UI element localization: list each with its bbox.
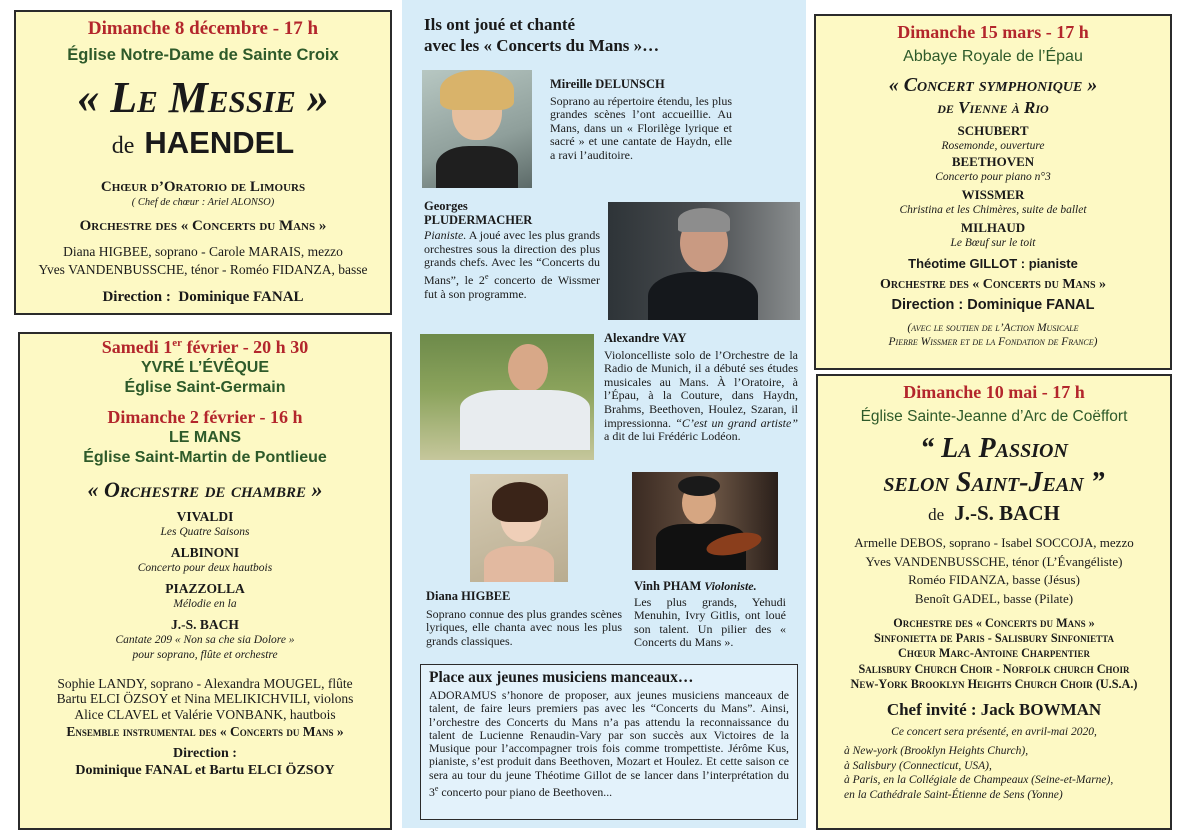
messie-soloists-2: Yves VANDENBUSSCHE, ténor - Roméo FIDANZA, basse (38, 262, 368, 277)
messie-composer: HAENDEL (144, 125, 295, 160)
musician-name-1: Georges (424, 199, 468, 213)
bio-alexandre-vay (604, 332, 798, 444)
messie-de: de (111, 133, 135, 159)
musician-name-2: PLUDERMACHER (424, 212, 533, 227)
musician-text-pre: A joué avec les plus grands orchestres sous la direction des plus grands chefs. Avec les “Concerts du Mans”, le 2 (424, 228, 600, 287)
messie-orchestra (16, 218, 390, 235)
passion-ensembles (818, 616, 1170, 692)
messie-orchestra-text: Orchestre des « Concerts du Mans » (79, 218, 327, 234)
chambre-panel (18, 332, 392, 830)
photo-georges-pludermacher (608, 202, 800, 320)
work-title: Rosemonde, ouverture (941, 139, 1045, 152)
column-heading-1: Ils ont joué et chanté (424, 15, 576, 34)
chambre-venue-1: Église Saint-Germain (124, 379, 286, 396)
soloist-line: Armelle DEBOS, soprano - Isabel SOCCOJA, mezzo (854, 535, 1134, 550)
musician-text (604, 349, 798, 444)
work-composer: SCHUBERT (957, 123, 1029, 138)
tour-line: à New-york (Brooklyn Heights Church), (844, 745, 1029, 758)
symph-works (816, 124, 1170, 250)
work-composer: WISSMER (961, 187, 1025, 202)
tour-line: en la Cathédrale Saint-Étienne de Sens (Yonne) (844, 788, 1063, 801)
musician-name: Diana HIGBEE (426, 589, 511, 603)
work-title: Mélodie en la (173, 597, 237, 610)
ensemble-line: Chœur Marc-Antoine Charpentier (898, 646, 1090, 661)
messie-title: « Le Messie » (77, 73, 329, 122)
ensemble-line: Orchestre des « Concerts du Mans » (893, 616, 1095, 630)
musician-quote: “C’est un grand artiste” (675, 415, 799, 430)
messie-choir: Chœur d’Oratorio de Limours (100, 179, 306, 195)
symph-support-2: Pierre Wissmer et de la Fondation de France) (888, 336, 1098, 348)
musician-text-main: Violoncelliste solo de l’Orchestre de la Radio de Munich, il a débuté ses études musicales au Mans. À l’Oratoire, à l’Épau, à la Couture, dans Haydn, Brahms, Beethoven, Houlez, Szaran, il impressionna. (604, 347, 798, 430)
performer-line: Sophie LANDY, soprano - Alexandra MOUGEL, flûte (57, 675, 353, 691)
ensemble-line: New-York Brooklyn Heights Church Choir (U.S.A.) (850, 676, 1138, 691)
passion-composer: J.-S. BACH (954, 501, 1060, 525)
chambre-date-1-sup: er (172, 337, 183, 349)
bio-diana-higbee (426, 590, 622, 648)
chambre-direction-label: Direction : (173, 746, 237, 761)
chambre-date-2: Dimanche 2 février - 16 h (107, 407, 303, 427)
performer-line: Alice CLAVEL et Valérie VONBANK, hautbois (74, 706, 336, 722)
column-heading-2: avec les « Concerts du Mans »… (424, 36, 660, 55)
passion-soloists (818, 534, 1170, 608)
chambre-direction-names: Dominique FANAL et Bartu ELCI ÖZSOY (75, 763, 335, 778)
bio-mireille-delunsch (550, 78, 732, 163)
passion-de: de (928, 505, 945, 524)
work-title: Concerto pour deux hautbois (137, 561, 273, 574)
messie-direction: Direction : Dominique FANAL (102, 289, 304, 305)
musician-name: Mireille DELUNSCH (550, 77, 665, 91)
symph-panel (814, 14, 1172, 370)
musician-text-post: concerto de Wissmer fut à son programme. (424, 272, 601, 301)
musician-heading (634, 580, 786, 594)
symph-orchestra: Orchestre des « Concerts du Mans » (879, 277, 1107, 292)
photo-vinh-pham (632, 472, 778, 570)
chambre-ensemble: Ensemble instrumental des « Concerts du Mans » (66, 724, 344, 739)
work-title: Christina et les Chimères, suite de ballet (899, 203, 1087, 216)
chambre-works (20, 509, 390, 664)
soloist-line: Benoît GADEL, basse (Pilate) (914, 590, 1074, 606)
musician-text: Soprano au répertoire étendu, les plus grandes scènes l’ont accueillie. Au Mans, dans un « Florilège lyrique et sacré » et une cantate de Haydn, elle a ravi l’auditoire. (550, 93, 732, 162)
young-musicians-title: Place aux jeunes musiciens manceaux… (429, 669, 694, 686)
tour-line: à Paris, en la Collégiale de Champeaux (Seine-et-Marne), (844, 774, 1114, 787)
messie-soloists-1: Diana HIGBEE, soprano - Carole MARAIS, mezzo (63, 244, 343, 259)
work-title: Le Bœuf sur le toit (950, 236, 1036, 249)
musicians-column (402, 0, 806, 828)
messie-panel (14, 10, 392, 315)
column-heading (424, 14, 659, 56)
passion-guest: Chef invité : Jack BOWMAN (886, 700, 1102, 720)
young-text-sup: e (434, 784, 439, 794)
young-text-post: concerto pour piano de Beethoven... (438, 785, 613, 799)
musician-text: Les plus grands, Yehudi Menuhin, Ivry Gitlis, ont loué son talent. Un pilier des « Concerts du Mans ». (634, 594, 786, 650)
work-title: Concerto pour piano n°3 (935, 170, 1051, 183)
chambre-performers (20, 676, 390, 723)
chambre-town-2: LE MANS (169, 429, 241, 446)
work-composer: PIAZZOLLA (165, 581, 245, 596)
musician-text: Soprano connue des plus grandes scènes lyriques, elle chanta avec nous les plus grands classiques. (426, 606, 622, 648)
ensemble-line: Sinfonietta de Paris - Salisbury Sinfonietta (874, 631, 1114, 646)
passion-composer-line (818, 501, 1170, 526)
musician-role: Violoniste. (704, 579, 757, 593)
symph-direction: Direction : Dominique FANAL (891, 297, 1095, 313)
work-title: Cantate 209 « Non sa che sia Dolore » (115, 633, 295, 646)
photo-alexandre-vay (420, 334, 594, 460)
photo-mireille-delunsch (422, 70, 532, 188)
messie-venue: Église Notre-Dame de Sainte Croix (67, 46, 339, 64)
passion-date: Dimanche 10 mai - 17 h (903, 382, 1085, 402)
performer-line: Bartu ELCI ÖZSOY et Nina MELIKICHVILI, violons (56, 691, 354, 706)
symph-support (816, 321, 1170, 349)
ensemble-line: Salisbury Church Choir - Norfolk church Choir (858, 661, 1130, 676)
work-composer: ALBINONI (170, 545, 240, 560)
chambre-town-1: YVRÉ L’ÉVÊQUE (140, 359, 270, 376)
messie-choir-note: ( Chef de chœur : Ariel ALONSO) (131, 197, 275, 208)
musician-name: Vinh PHAM (634, 579, 702, 593)
chambre-date-1-day: Samedi 1 (101, 337, 173, 357)
bio-vinh-pham (634, 580, 786, 650)
musician-text (424, 229, 600, 301)
symph-support-1: (avec le soutien de l’Action Musicale (907, 322, 1079, 334)
work-composer: VIVALDI (176, 509, 234, 524)
musician-text-sup: e (484, 271, 489, 281)
symph-title: « Concert symphonique » (888, 74, 1098, 96)
bio-georges-pludermacher (424, 200, 600, 301)
chambre-venue-2: Église Saint-Martin de Pontlieue (83, 449, 327, 466)
passion-title-2: selon Saint-Jean ” (883, 467, 1105, 498)
musician-name: Alexandre VAY (604, 331, 687, 345)
symph-pianist: Théotime GILLOT : pianiste (908, 256, 1078, 271)
messie-date: Dimanche 8 décembre - 17 h (87, 18, 319, 39)
chambre-date-1 (20, 337, 390, 358)
messie-composer-line (16, 125, 390, 167)
passion-venue: Église Sainte-Jeanne d’Arc de Coëffort (860, 408, 1128, 425)
musician-quote-post: a dit de lui Frédéric Lodéon. (604, 429, 741, 444)
symph-subtitle: de Vienne à Rio (937, 98, 1049, 117)
passion-title (818, 432, 1170, 500)
young-musicians-box (420, 664, 798, 820)
young-musicians-text (429, 689, 789, 799)
young-text-pre: ADORAMUS s’honore de proposer, aux jeunes musiciens manceaux de talent, de faire leurs premiers pas avec les “Concerts du Mans”. Ainsi, l’orchestre des Concerts du Mans n’a pas attendu la reconnaissance du talent de Lucienne Renaudin-Vary par son succès aux Victoires de la Musique pour l’accompagner trois fois comme trompettiste. Jérôme Kus, pianiste, s’est produit dans Beethoven, Mozart et Houlez. Et cette saison ce sera au tour du jeune Théotime Gillot de se lancer dans l’interprétation du 3 (429, 688, 789, 799)
photo-diana-higbee (470, 474, 568, 582)
passion-tour-intro: Ce concert sera présenté, en avril-mai 2020, (891, 726, 1097, 739)
passion-panel (816, 374, 1172, 830)
soloist-line: Roméo FIDANZA, basse (Jésus) (908, 572, 1080, 587)
work-title: Les Quatre Saisons (160, 525, 250, 538)
chambre-date-1-time: février - 20 h 30 (182, 337, 309, 357)
work-title-2: pour soprano, flûte et orchestre (132, 649, 278, 661)
work-composer: MILHAUD (960, 220, 1026, 235)
symph-venue: Abbaye Royale de l’Épau (903, 48, 1083, 65)
passion-tour (844, 744, 1170, 802)
tour-line: à Salisbury (Connecticut, USA), (844, 759, 992, 772)
soloist-line: Yves VANDENBUSSCHE, ténor (L’Évangéliste) (865, 553, 1123, 569)
musician-role: Pianiste. (424, 228, 467, 243)
work-composer: BEETHOVEN (951, 154, 1035, 169)
passion-title-1: “ La Passion (920, 433, 1068, 464)
work-composer: J.-S. BACH (171, 617, 239, 632)
symph-date: Dimanche 15 mars - 17 h (897, 22, 1089, 42)
chambre-title: « Orchestre de chambre » (87, 477, 323, 502)
